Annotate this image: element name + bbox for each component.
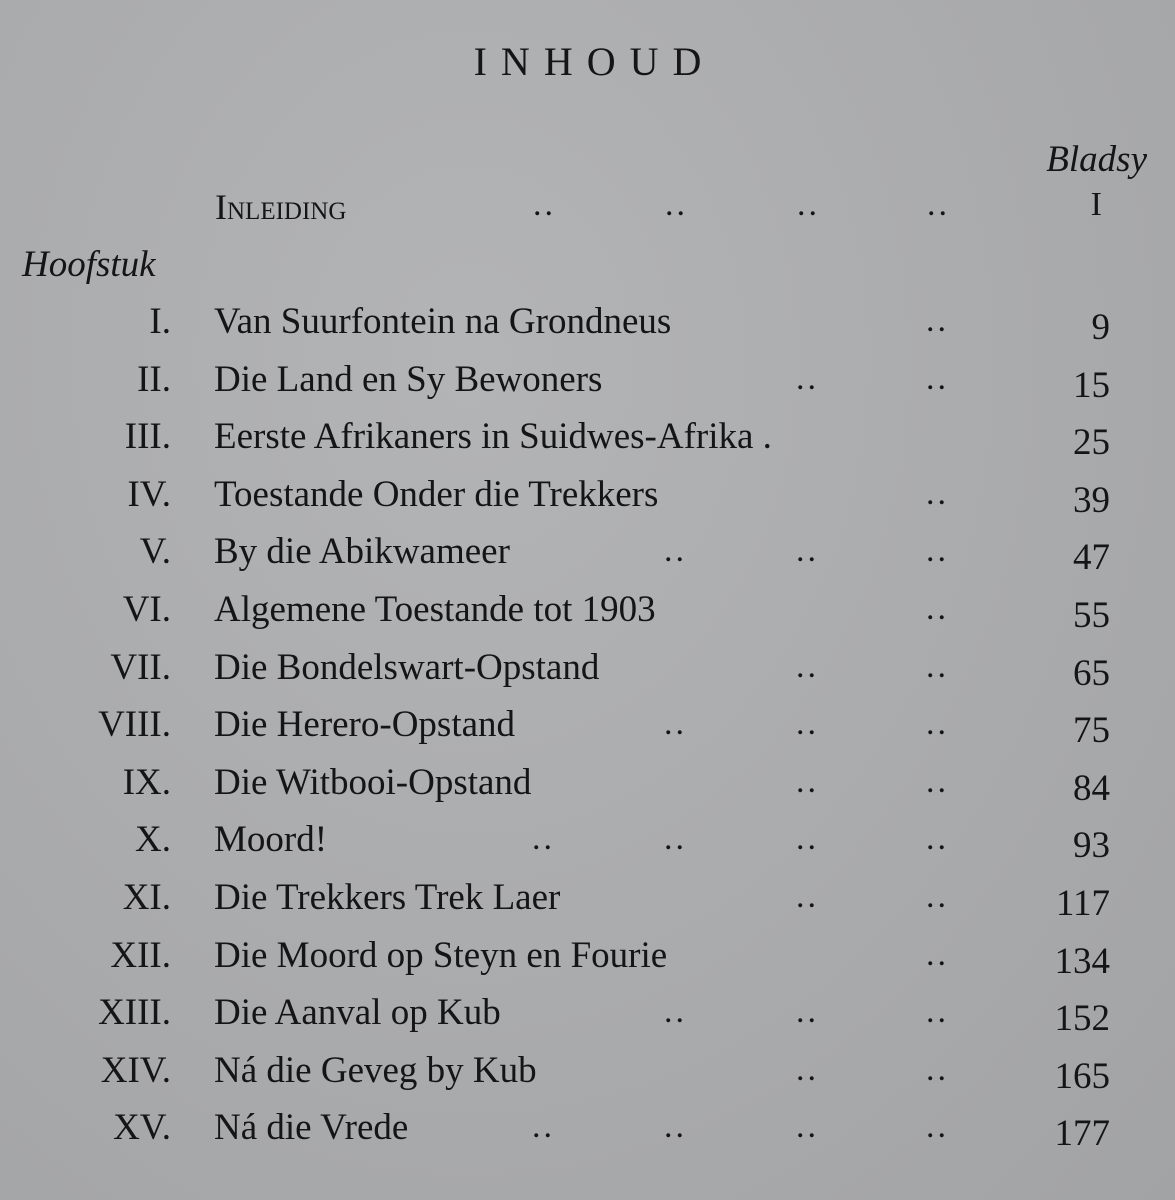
dot-leader: .. xyxy=(796,705,819,743)
toc-row xyxy=(0,646,1175,704)
toc-row xyxy=(0,991,1175,1049)
dot-leader: .. xyxy=(926,820,949,858)
dot-leader: .. xyxy=(796,1108,819,1146)
chapter-page: 55 xyxy=(1073,594,1110,636)
chapter-number: XI. xyxy=(122,876,171,918)
toc-row xyxy=(0,588,1175,646)
toc-row xyxy=(0,1106,1175,1164)
introduction-label: Inleiding xyxy=(215,187,347,227)
toc-row xyxy=(0,876,1175,934)
chapter-title: Ná die Geveg by Kub xyxy=(214,1049,537,1091)
dot-leader: .. xyxy=(532,820,555,858)
dot-leader: .. xyxy=(926,762,949,800)
dot-leader: .. xyxy=(532,1108,555,1146)
dot-leader: .. xyxy=(926,993,949,1031)
chapter-number: II. xyxy=(137,358,171,400)
chapter-list xyxy=(0,300,1175,1164)
chapter-title: Die Herero-Opstand xyxy=(214,704,516,746)
chapter-number: XV. xyxy=(113,1107,171,1149)
chapter-number: VII. xyxy=(110,646,171,688)
dot-leader: .. xyxy=(796,359,819,397)
chapter-title: Die Land en Sy Bewoners xyxy=(214,358,603,400)
dot-leader: .. xyxy=(664,820,687,858)
chapter-page: 117 xyxy=(1055,882,1110,924)
toc-row xyxy=(0,934,1175,992)
chapter-title: Die Trekkers Trek Laer xyxy=(214,876,561,918)
dot-leader: .. xyxy=(797,186,820,223)
toc-row xyxy=(0,358,1175,416)
chapter-number: VIII. xyxy=(98,704,171,746)
chapter-column-header: Hoofstuk xyxy=(22,244,156,285)
chapter-page: 177 xyxy=(1054,1113,1110,1155)
toc-row xyxy=(0,415,1175,473)
chapter-title: Ná die Vrede xyxy=(214,1107,409,1149)
dot-leader: .. xyxy=(664,993,687,1031)
chapter-number: X. xyxy=(135,819,171,861)
chapter-title: Eerste Afrikaners in Suidwes-Afrika . xyxy=(214,416,772,458)
chapter-title: Toestande Onder die Trekkers xyxy=(214,473,659,515)
chapter-page: 165 xyxy=(1054,1055,1110,1097)
dot-leader: .. xyxy=(926,935,949,973)
chapter-title: Van Suurfontein na Grondneus xyxy=(214,301,672,342)
chapter-title: Algemene Toestande tot 1903 xyxy=(214,588,656,630)
chapter-page: 134 xyxy=(1054,940,1110,982)
chapter-page: 93 xyxy=(1073,825,1110,867)
dot-leader: .. xyxy=(665,186,688,223)
dot-leader: .. xyxy=(926,359,949,397)
dot-leader: .. xyxy=(926,1050,949,1088)
chapter-title: Die Aanval op Kub xyxy=(214,992,501,1034)
dot-leader: .. xyxy=(796,877,819,915)
dot-leader: .. xyxy=(926,705,949,743)
chapter-number: IX. xyxy=(122,761,171,803)
chapter-page: 152 xyxy=(1054,998,1110,1040)
introduction-page: I xyxy=(1090,186,1102,223)
dot-leader: .. xyxy=(926,474,949,512)
chapter-title: By die Abikwameer xyxy=(214,531,510,573)
chapter-page: 9 xyxy=(1091,307,1110,348)
page-column-header: Bladsy xyxy=(1046,139,1147,180)
dot-leader: .. xyxy=(796,820,819,858)
chapter-number: IV. xyxy=(127,473,171,515)
chapter-number: XII. xyxy=(110,934,171,976)
toc-row xyxy=(0,300,1175,358)
dot-leader: .. xyxy=(926,302,949,339)
chapter-page: 25 xyxy=(1073,422,1110,464)
chapter-number: VI. xyxy=(122,588,171,630)
chapter-number: I. xyxy=(149,301,171,342)
chapter-page: 75 xyxy=(1073,710,1110,752)
dot-leader: .. xyxy=(926,1108,949,1146)
chapter-number: XIII. xyxy=(98,992,171,1034)
toc-introduction xyxy=(215,186,1110,230)
chapter-page: 39 xyxy=(1073,479,1110,521)
page-title: INHOUD xyxy=(473,39,716,84)
toc-row xyxy=(0,530,1175,588)
dot-leader: .. xyxy=(926,877,949,915)
dot-leader: .. xyxy=(664,1108,687,1146)
chapter-title: Moord! xyxy=(214,819,328,861)
chapter-number: III. xyxy=(124,416,171,458)
chapter-page: 47 xyxy=(1073,537,1110,579)
dot-leader: .. xyxy=(796,1050,819,1088)
dot-leader: .. xyxy=(796,762,819,800)
dot-leader: .. xyxy=(926,647,949,685)
toc-row xyxy=(0,818,1175,876)
dot-leader: .. xyxy=(927,186,950,223)
chapter-number: XIV. xyxy=(100,1049,171,1091)
chapter-page: 15 xyxy=(1073,364,1110,406)
dot-leader: .. xyxy=(533,186,556,223)
dot-leader: .. xyxy=(664,705,687,743)
dot-leader: .. xyxy=(796,993,819,1031)
dot-leader: .. xyxy=(664,532,687,570)
chapter-page: 65 xyxy=(1073,652,1110,694)
chapter-title: Die Witbooi-Opstand xyxy=(214,761,532,803)
toc-row xyxy=(0,703,1175,761)
chapter-number: V. xyxy=(139,531,171,573)
chapter-page: 84 xyxy=(1073,767,1110,809)
chapter-title: Die Bondelswart-Opstand xyxy=(214,646,600,688)
toc-row xyxy=(0,1049,1175,1107)
dot-leader: .. xyxy=(796,532,819,570)
chapter-title: Die Moord op Steyn en Fourie xyxy=(214,934,668,976)
dot-leader: .. xyxy=(796,647,819,685)
dot-leader: .. xyxy=(926,589,949,627)
toc-row xyxy=(0,761,1175,819)
toc-row xyxy=(0,473,1175,531)
dot-leader: .. xyxy=(926,532,949,570)
